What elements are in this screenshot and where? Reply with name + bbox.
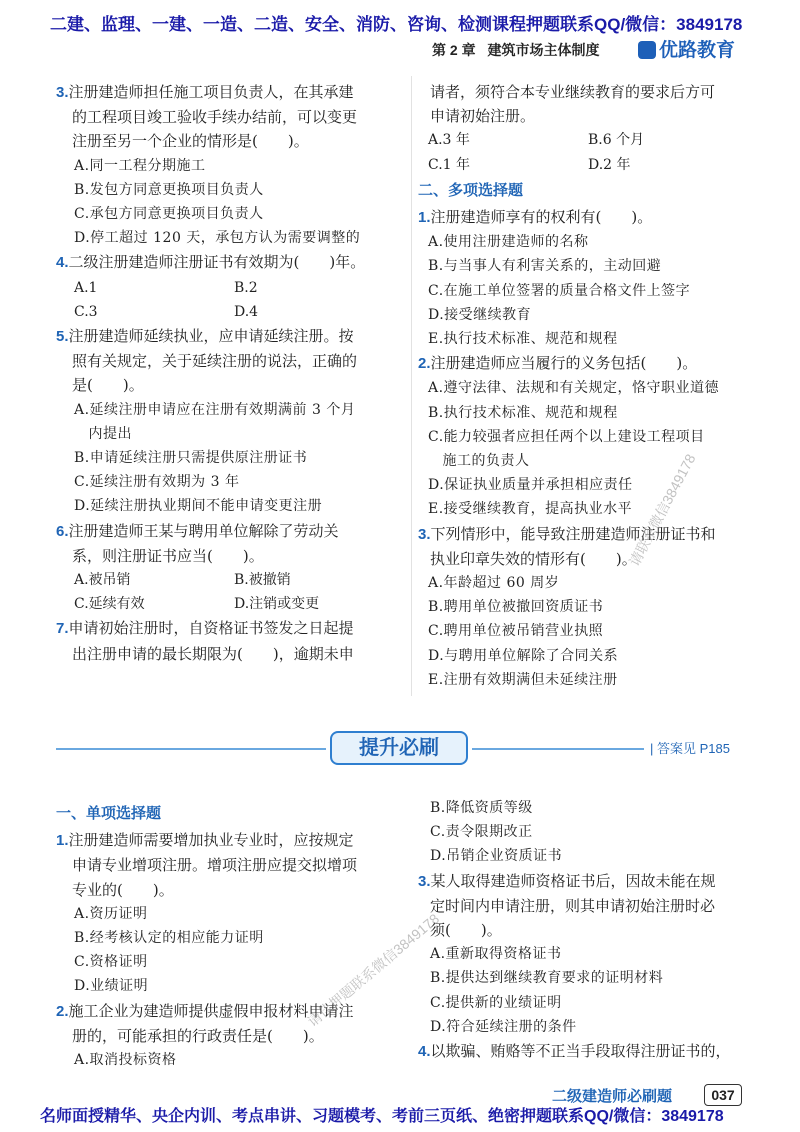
question-block [418,205,768,351]
chapter-title: 建筑市场主体制度 [487,42,600,58]
question-block [56,80,396,250]
option: D.接受继续教育 [428,306,532,323]
option: D.停工超过 120 天，承包方认为需要调整的 [74,230,361,247]
left-column-bottom [56,800,396,1072]
option: A.同一工程分期施工 [74,157,206,174]
question-text-line: 注册至另一个企业的情形是( )。 [72,132,309,151]
question-text: 6.注册建造师王某与聘用单位解除了劳动关 [56,521,339,540]
option: D.吊销企业资质证书 [430,848,563,865]
logo-text: 优路教育 [659,40,736,61]
option: C.聘用单位被吊销营业执照 [428,623,604,640]
option: D.与聘用单位解除了合同关系 [428,647,619,664]
brand-logo [638,35,735,62]
question-text-line: 的工程项目竣工验收手续办结前，可以变更 [72,108,358,127]
right-column-bottom [418,796,768,1064]
question-block [56,999,396,1073]
page-number: 037 [704,1084,742,1106]
option: E.接受继续教育，提高执业水平 [428,501,633,518]
logo-icon [638,41,656,59]
question-text: 5.注册建造师延续执业，应申请延续注册。按 [56,327,354,346]
option: A.遵守法律、法规和有关规定，恪守职业道德 [428,380,720,397]
left-column-top [56,80,396,666]
question-block [418,1039,768,1064]
option: E.执行技术标准、规范和规程 [428,331,618,348]
question-text-line: 定时间内申请注册，则其申请初始注册时必 [430,896,716,915]
question-text-line: 专业的( )。 [72,880,174,899]
question-text-line: 请者，须符合本专业继续教育的要求后方可 [430,83,716,101]
option: C.延续注册有效期为 3 年 [74,474,240,491]
question-block [418,522,768,692]
column-divider [411,76,412,696]
top-promo-banner: 二建、监理、一建、一造、二造、安全、消防、咨询、检测课程押题联系QQ/微信：3849178 [50,15,743,34]
section-banner: 提升必刷 [330,731,468,765]
option: A.重新取得资格证书 [430,946,562,963]
option: D.业绩证明 [74,978,149,995]
question-block [56,324,396,519]
question-text: 2.施工企业为建造师提供虚假申报材料申请注 [56,1001,354,1020]
chapter-header [432,40,599,60]
question-block [56,519,396,617]
question-text-line: 照有关规定，关于延续注册的说法，正确的 [72,352,358,371]
question-block [418,869,768,1039]
option: B.执行技术标准、规范和规程 [428,404,618,421]
question-text-line: 出注册申请的最长期限为( )，逾期未申 [72,644,354,663]
question-block [56,828,396,998]
option: 内提出 [74,425,132,442]
option: A.取消投标资格 [74,1052,177,1069]
question-text: 3.某人取得建造师资格证书后，因故未能在规 [418,871,716,890]
question-block [56,250,396,324]
option: B.申请延续注册只需提供原注册证书 [74,450,308,467]
option: C.资格证明 [74,954,148,971]
bottom-promo-banner: 名师面授精华、央企内训、考点串讲、习题模考、考前三页纸、绝密押题联系QQ/微信：3849178 [40,1108,724,1125]
option: B.与当事人有利害关系的，主动回避 [428,258,662,275]
chapter-number: 第 2 章 [432,42,476,58]
question-text: 3.下列情形中，能导致注册建造师注册证书和 [418,524,716,543]
option-row: A.3 年 B.6 个月 [428,132,645,149]
option: D.保证执业质量并承担相应责任 [428,477,633,494]
question-text-line: 申请专业增项注册。增项注册应提交拟增项 [72,856,358,875]
banner-rule-right [472,748,644,750]
answer-reference: | 答案见 P185 [650,741,730,756]
question-text-line: 系，则注册证书应当( )。 [72,546,264,565]
option: B.经考核认定的相应能力证明 [74,930,264,947]
option: A.延续注册申请应在注册有效期满前 3 个月 [74,401,356,418]
section-heading: 一、单项选择题 [56,805,162,822]
question-text: 7.申请初始注册时，自资格证书签发之日起提 [56,619,354,638]
option-row: C.3 D.4 [74,303,259,320]
option: D.延续注册执业期间不能申请变更注册 [74,498,323,515]
option: E.注册有效期满但未延续注册 [428,671,618,688]
question-text: 1.注册建造师享有的权利有( )。 [418,208,653,227]
option: B.提供达到继续教育要求的证明材料 [430,970,664,987]
option: D.符合延续注册的条件 [430,1018,577,1035]
option: B.聘用单位被撤回资质证书 [428,599,604,616]
question-text: 2.注册建造师应当履行的义务包括( )。 [418,354,698,373]
option-row: A.被吊销 B.被撤销 [74,572,291,589]
option-row: C.1 年 D.2 年 [428,156,631,173]
question-text-line: 申请初始注册。 [430,107,536,126]
option: C.责令限期改正 [430,824,533,841]
section-heading: 二、多项选择题 [418,181,524,199]
question-block [56,616,396,665]
option: B.发包方同意更换项目负责人 [74,181,264,198]
question-block [418,351,768,521]
question-text-line: 须( )。 [430,921,502,940]
option: C.承包方同意更换项目负责人 [74,206,264,223]
question-text: 4.二级注册建造师注册证书有效期为( )年。 [56,253,366,272]
option: 施工的负责人 [428,453,530,470]
question-text-line: 执业印章失效的情形有( )。 [430,549,637,568]
banner-rule-left [56,748,326,750]
question-text: 4.以欺骗、贿赂等不正当手段取得注册证书的， [418,1042,731,1061]
option: C.能力较强者应担任两个以上建设工程项目 [428,428,705,445]
watermark: 请联系微信3849178 [625,451,699,569]
question-text-line: 是( )。 [72,376,144,395]
option: B.降低资质等级 [430,800,533,816]
question-text: 3.注册建造师担任施工项目负责人，在其承建 [56,83,354,101]
question-text: 1.注册建造师需要增加执业专业时，应按规定 [56,831,354,850]
footer-book-title: 二级建造师必刷题 [552,1088,673,1105]
option: C.在施工单位签署的质量合格文件上签字 [428,282,691,299]
right-column-top [418,80,768,692]
option: C.提供新的业绩证明 [430,994,562,1011]
option: A.资历证明 [74,905,148,922]
question-text-line: 册的，可能承担的行政责任是( )。 [72,1026,324,1045]
option: A.年龄超过 60 周岁 [428,575,560,592]
option-row: C.延续有效 D.注销或变更 [74,596,320,613]
option: A.使用注册建造师的名称 [428,234,589,251]
watermark: 请佳押题联系微信3849178 [304,910,443,1030]
option-row: A.1 B.2 [74,279,258,296]
